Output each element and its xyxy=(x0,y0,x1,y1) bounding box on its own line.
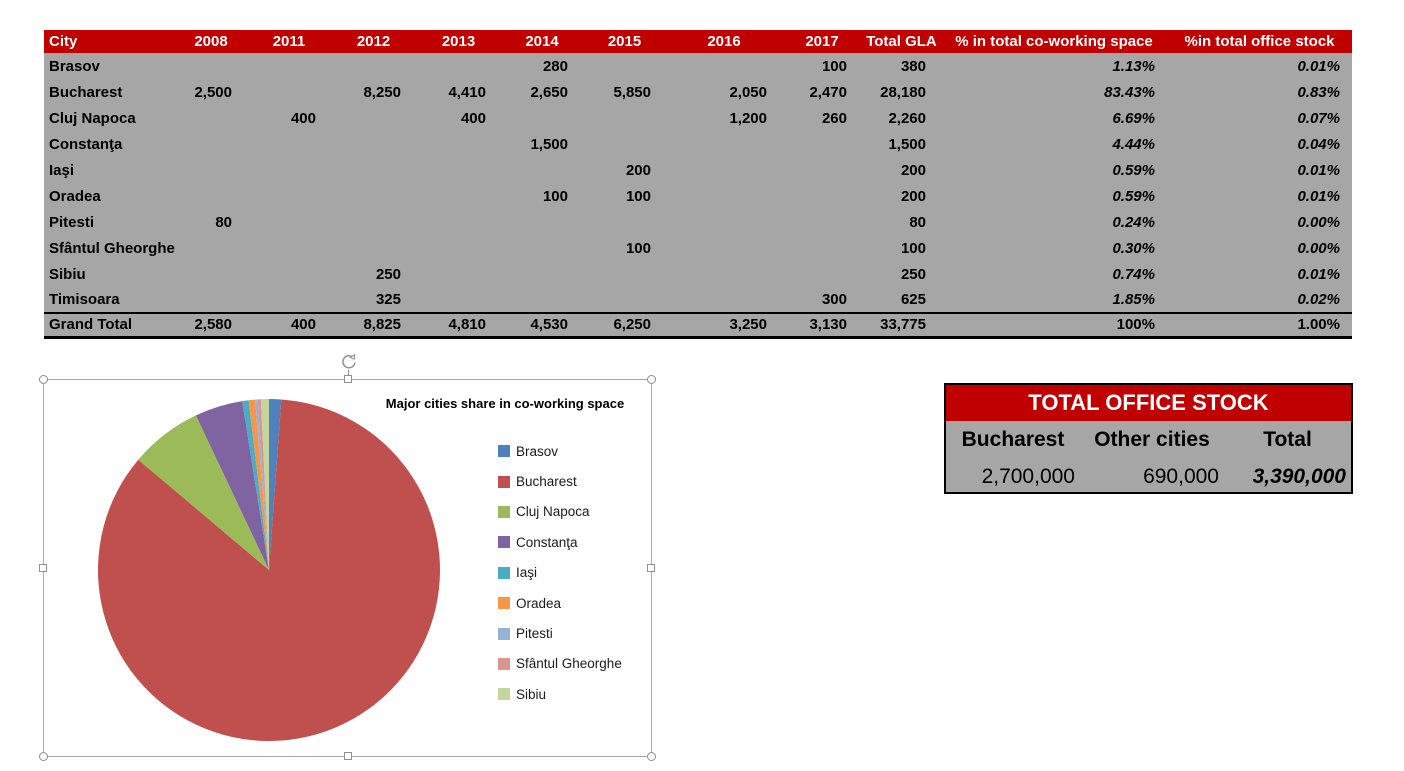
cell-bucharest-2012[interactable]: 8,250 xyxy=(331,79,416,105)
cell-cluj-napoca-in-total-co-working-space[interactable]: 6.69% xyxy=(941,105,1167,131)
cell-timisoara-2011[interactable] xyxy=(247,287,331,313)
office-stock-col-total[interactable]: Total xyxy=(1263,427,1312,451)
selection-handle-middle-right[interactable] xyxy=(647,564,655,572)
cell-grand-total-2011[interactable]: 400 xyxy=(247,313,331,337)
cell-grand-total-2013[interactable]: 4,810 xyxy=(416,313,501,337)
cell-timisoara-2013[interactable] xyxy=(416,287,501,313)
column-header-2015[interactable]: 2015 xyxy=(583,30,666,53)
legend-color-swatch-icon xyxy=(498,476,510,488)
cell-ia-i-2015[interactable]: 200 xyxy=(583,157,666,183)
cell-ia-i-2014[interactable] xyxy=(501,157,583,183)
cell-pitesti-in-total-office-stock[interactable]: 0.00% xyxy=(1167,209,1352,235)
cell-oradea-in-total-co-working-space[interactable]: 0.59% xyxy=(941,183,1167,209)
legend-item-brasov[interactable] xyxy=(498,436,622,466)
legend-label: Pitesti xyxy=(516,626,553,642)
table-row-pitesti xyxy=(44,209,1352,235)
cell-cluj-napoca-2017[interactable]: 260 xyxy=(782,105,862,131)
selection-handle-bottom-middle[interactable] xyxy=(344,752,352,760)
cell-sf-ntul-gheorghe-city[interactable]: Sfântul Gheorghe xyxy=(44,235,175,261)
cell-pitesti-2008[interactable]: 80 xyxy=(175,209,247,235)
column-header-2012[interactable]: 2012 xyxy=(331,30,416,53)
cell-sf-ntul-gheorghe-2012[interactable] xyxy=(331,235,416,261)
cell-cluj-napoca-2008[interactable] xyxy=(175,105,247,131)
table-row-ia-i xyxy=(44,157,1352,183)
cell-constan-a-2017[interactable] xyxy=(782,131,862,157)
selection-handle-middle-left[interactable] xyxy=(39,564,47,572)
cell-sf-ntul-gheorghe-2016[interactable] xyxy=(666,235,782,261)
cell-brasov-2016[interactable] xyxy=(666,53,782,79)
column-header-2013[interactable]: 2013 xyxy=(416,30,501,53)
selection-handle-top-middle[interactable] xyxy=(344,375,352,383)
table-row-oradea xyxy=(44,183,1352,209)
cell-timisoara-2017[interactable]: 300 xyxy=(782,287,862,313)
cell-constan-a-city[interactable]: Constanţa xyxy=(44,131,175,157)
column-header-total-gla[interactable]: Total GLA xyxy=(862,30,941,53)
cell-timisoara-2012[interactable]: 325 xyxy=(331,287,416,313)
cell-constan-a-2016[interactable] xyxy=(666,131,782,157)
cell-pitesti-total-gla[interactable]: 80 xyxy=(862,209,941,235)
selection-handle-top-left[interactable] xyxy=(39,375,48,384)
cell-oradea-2014[interactable]: 100 xyxy=(501,183,583,209)
table-row-sibiu xyxy=(44,261,1352,287)
legend-color-swatch-icon xyxy=(498,688,510,700)
cell-constan-a-2015[interactable] xyxy=(583,131,666,157)
legend-label: Oradea xyxy=(516,595,562,611)
cell-bucharest-2017[interactable]: 2,470 xyxy=(782,79,862,105)
legend-label: Iaşi xyxy=(516,565,538,581)
cell-constan-a-total-gla[interactable]: 1,500 xyxy=(862,131,941,157)
cell-sibiu-2008[interactable] xyxy=(175,261,247,287)
cell-brasov-2008[interactable] xyxy=(175,53,247,79)
cell-brasov-2013[interactable] xyxy=(416,53,501,79)
cell-pitesti-2013[interactable] xyxy=(416,209,501,235)
cell-ia-i-2017[interactable] xyxy=(782,157,862,183)
office-stock-value-other-cities[interactable]: 690,000 xyxy=(1143,464,1219,488)
legend-label: Bucharest xyxy=(516,474,577,490)
cell-constan-a-2011[interactable] xyxy=(247,131,331,157)
cell-grand-total-in-total-office-stock[interactable]: 1.00% xyxy=(1167,313,1352,337)
cell-brasov-2012[interactable] xyxy=(331,53,416,79)
cell-timisoara-2015[interactable] xyxy=(583,287,666,313)
cell-sf-ntul-gheorghe-2013[interactable] xyxy=(416,235,501,261)
cell-sf-ntul-gheorghe-2014[interactable] xyxy=(501,235,583,261)
column-header-in-total-co-working-space[interactable]: % in total co-working space xyxy=(941,30,1167,53)
cell-constan-a-2008[interactable] xyxy=(175,131,247,157)
table-row-cluj-napoca xyxy=(44,105,1352,131)
cell-oradea-2016[interactable] xyxy=(666,183,782,209)
legend-color-swatch-icon xyxy=(498,567,510,579)
cell-sibiu-2011[interactable] xyxy=(247,261,331,287)
column-header-city[interactable]: City xyxy=(44,30,175,53)
cell-timisoara-in-total-office-stock[interactable]: 0.02% xyxy=(1167,287,1352,313)
legend-color-swatch-icon xyxy=(498,506,510,518)
cell-ia-i-2012[interactable] xyxy=(331,157,416,183)
cell-cluj-napoca-2013[interactable]: 400 xyxy=(416,105,501,131)
cell-ia-i-in-total-co-working-space[interactable]: 0.59% xyxy=(941,157,1167,183)
cell-bucharest-2015[interactable]: 5,850 xyxy=(583,79,666,105)
table-row-bucharest xyxy=(44,79,1352,105)
cell-sibiu-2012[interactable]: 250 xyxy=(331,261,416,287)
rotate-handle-icon[interactable] xyxy=(340,353,358,371)
cell-brasov-in-total-co-working-space[interactable]: 1.13% xyxy=(941,53,1167,79)
legend-item-pitesti[interactable] xyxy=(498,618,622,648)
cell-grand-total-2017[interactable]: 3,130 xyxy=(782,313,862,337)
cell-oradea-2011[interactable] xyxy=(247,183,331,209)
table-row-constan-a xyxy=(44,131,1352,157)
cell-brasov-2017[interactable]: 100 xyxy=(782,53,862,79)
cell-pitesti-2014[interactable] xyxy=(501,209,583,235)
cell-ia-i-2013[interactable] xyxy=(416,157,501,183)
office-stock-header-row xyxy=(946,421,1351,458)
cell-sibiu-city[interactable]: Sibiu xyxy=(44,261,175,287)
cell-grand-total-total-gla[interactable]: 33,775 xyxy=(862,313,941,337)
selection-handle-bottom-right[interactable] xyxy=(647,752,656,761)
legend-label: Cluj Napoca xyxy=(516,504,590,520)
cell-grand-total-2015[interactable]: 6,250 xyxy=(583,313,666,337)
cell-brasov-city[interactable]: Brasov xyxy=(44,53,175,79)
cell-bucharest-total-gla[interactable]: 28,180 xyxy=(862,79,941,105)
office-stock-title[interactable]: TOTAL OFFICE STOCK xyxy=(946,385,1351,421)
legend-label: Brasov xyxy=(516,443,559,459)
legend-item-constan-a[interactable] xyxy=(498,527,622,557)
cell-pitesti-in-total-co-working-space[interactable]: 0.24% xyxy=(941,209,1167,235)
cell-pitesti-2011[interactable] xyxy=(247,209,331,235)
column-header-2011[interactable]: 2011 xyxy=(247,30,331,53)
cell-pitesti-2012[interactable] xyxy=(331,209,416,235)
cell-sf-ntul-gheorghe-2015[interactable]: 100 xyxy=(583,235,666,261)
cell-sf-ntul-gheorghe-2017[interactable] xyxy=(782,235,862,261)
office-stock-col-bucharest[interactable]: Bucharest xyxy=(961,427,1065,451)
cell-oradea-city[interactable]: Oradea xyxy=(44,183,175,209)
cell-grand-total-2016[interactable]: 3,250 xyxy=(666,313,782,337)
cell-ia-i-total-gla[interactable]: 200 xyxy=(862,157,941,183)
office-stock-value-total[interactable]: 3,390,000 xyxy=(1252,464,1346,488)
cell-cluj-napoca-total-gla[interactable]: 2,260 xyxy=(862,105,941,131)
cell-grand-total-2012[interactable]: 8,825 xyxy=(331,313,416,337)
legend-color-swatch-icon xyxy=(498,597,510,609)
pie-chart-object[interactable] xyxy=(43,379,652,757)
cell-timisoara-in-total-co-working-space[interactable]: 1.85% xyxy=(941,287,1167,313)
cell-cluj-napoca-2014[interactable] xyxy=(501,105,583,131)
cell-timisoara-2008[interactable] xyxy=(175,287,247,313)
cell-brasov-2015[interactable] xyxy=(583,53,666,79)
office-stock-col-other-cities[interactable]: Other cities xyxy=(1094,427,1210,451)
cell-grand-total-in-total-co-working-space[interactable]: 100% xyxy=(941,313,1167,337)
cell-ia-i-2008[interactable] xyxy=(175,157,247,183)
cell-timisoara-city[interactable]: Timisoara xyxy=(44,287,175,313)
legend-label: Constanţa xyxy=(516,534,578,550)
cell-pitesti-2015[interactable] xyxy=(583,209,666,235)
cell-ia-i-in-total-office-stock[interactable]: 0.01% xyxy=(1167,157,1352,183)
cell-cluj-napoca-in-total-office-stock[interactable]: 0.07% xyxy=(1167,105,1352,131)
cell-oradea-total-gla[interactable]: 200 xyxy=(862,183,941,209)
chart-legend[interactable] xyxy=(498,436,622,710)
cell-bucharest-2011[interactable] xyxy=(247,79,331,105)
cell-bucharest-2016[interactable]: 2,050 xyxy=(666,79,782,105)
legend-color-swatch-icon xyxy=(498,628,510,640)
column-header-2016[interactable]: 2016 xyxy=(666,30,782,53)
cell-sf-ntul-gheorghe-total-gla[interactable]: 100 xyxy=(862,235,941,261)
legend-label: Sfântul Gheorghe xyxy=(516,656,622,672)
legend-label: Sibiu xyxy=(516,686,547,702)
cell-ia-i-2011[interactable] xyxy=(247,157,331,183)
grand-total-row xyxy=(44,313,1352,337)
coworking-table xyxy=(44,30,1352,339)
legend-item-sf-ntul-gheorghe[interactable] xyxy=(498,649,622,679)
legend-item-sibiu[interactable] xyxy=(498,679,622,709)
legend-item-ia-i[interactable] xyxy=(498,558,622,588)
cell-timisoara-2014[interactable] xyxy=(501,287,583,313)
office-stock-value-row xyxy=(946,458,1351,495)
cell-sibiu-in-total-office-stock[interactable]: 0.01% xyxy=(1167,261,1352,287)
cell-bucharest-2008[interactable]: 2,500 xyxy=(175,79,247,105)
selection-handle-top-right[interactable] xyxy=(647,375,656,384)
cell-sibiu-2016[interactable] xyxy=(666,261,782,287)
cell-pitesti-city[interactable]: Pitesti xyxy=(44,209,175,235)
office-stock-value-bucharest[interactable]: 2,700,000 xyxy=(981,464,1075,488)
chart-title[interactable]: Major cities share in co-working space xyxy=(385,396,625,411)
pie-plot[interactable] xyxy=(98,399,440,741)
legend-color-swatch-icon xyxy=(498,445,510,457)
cell-brasov-total-gla[interactable]: 380 xyxy=(862,53,941,79)
cell-bucharest-in-total-co-working-space[interactable]: 83.43% xyxy=(941,79,1167,105)
cell-sf-ntul-gheorghe-2011[interactable] xyxy=(247,235,331,261)
cell-cluj-napoca-2012[interactable] xyxy=(331,105,416,131)
cell-oradea-in-total-office-stock[interactable]: 0.01% xyxy=(1167,183,1352,209)
cell-cluj-napoca-2011[interactable]: 400 xyxy=(247,105,331,131)
column-header-2008[interactable]: 2008 xyxy=(175,30,247,53)
coworking-table-header xyxy=(44,30,1352,53)
cell-oradea-2017[interactable] xyxy=(782,183,862,209)
table-row-brasov xyxy=(44,53,1352,79)
cell-sibiu-2015[interactable] xyxy=(583,261,666,287)
cell-sibiu-in-total-co-working-space[interactable]: 0.74% xyxy=(941,261,1167,287)
cell-cluj-napoca-2015[interactable] xyxy=(583,105,666,131)
legend-item-oradea[interactable] xyxy=(498,588,622,618)
cell-constan-a-2012[interactable] xyxy=(331,131,416,157)
cell-sf-ntul-gheorghe-in-total-co-working-space[interactable]: 0.30% xyxy=(941,235,1167,261)
cell-timisoara-total-gla[interactable]: 625 xyxy=(862,287,941,313)
column-header-2017[interactable]: 2017 xyxy=(782,30,862,53)
cell-grand-total-2008[interactable]: 2,580 xyxy=(175,313,247,337)
header-row xyxy=(44,30,1352,53)
cell-constan-a-in-total-office-stock[interactable]: 0.04% xyxy=(1167,131,1352,157)
legend-item-cluj-napoca[interactable] xyxy=(498,497,622,527)
legend-item-bucharest[interactable] xyxy=(498,466,622,496)
cell-sibiu-2014[interactable] xyxy=(501,261,583,287)
cell-oradea-2013[interactable] xyxy=(416,183,501,209)
cell-bucharest-in-total-office-stock[interactable]: 0.83% xyxy=(1167,79,1352,105)
cell-grand-total-city[interactable]: Grand Total xyxy=(44,313,175,337)
cell-constan-a-2014[interactable]: 1,500 xyxy=(501,131,583,157)
cell-sibiu-2017[interactable] xyxy=(782,261,862,287)
cell-timisoara-2016[interactable] xyxy=(666,287,782,313)
cell-sf-ntul-gheorghe-in-total-office-stock[interactable]: 0.00% xyxy=(1167,235,1352,261)
cell-sibiu-total-gla[interactable]: 250 xyxy=(862,261,941,287)
cell-cluj-napoca-2016[interactable]: 1,200 xyxy=(666,105,782,131)
cell-brasov-2014[interactable]: 280 xyxy=(501,53,583,79)
cell-pitesti-2017[interactable] xyxy=(782,209,862,235)
cell-bucharest-2013[interactable]: 4,410 xyxy=(416,79,501,105)
office-stock-table xyxy=(944,383,1353,494)
cell-brasov-in-total-office-stock[interactable]: 0.01% xyxy=(1167,53,1352,79)
cell-constan-a-2013[interactable] xyxy=(416,131,501,157)
legend-color-swatch-icon xyxy=(498,536,510,548)
cell-brasov-2011[interactable] xyxy=(247,53,331,79)
table-row-timisoara xyxy=(44,287,1352,313)
coworking-table-body xyxy=(44,53,1352,337)
cell-pitesti-2016[interactable] xyxy=(666,209,782,235)
cell-bucharest-city[interactable]: Bucharest xyxy=(44,79,175,105)
cell-cluj-napoca-city[interactable]: Cluj Napoca xyxy=(44,105,175,131)
column-header-2014[interactable]: 2014 xyxy=(501,30,583,53)
legend-color-swatch-icon xyxy=(498,658,510,670)
cell-sf-ntul-gheorghe-2008[interactable] xyxy=(175,235,247,261)
cell-oradea-2008[interactable] xyxy=(175,183,247,209)
cell-ia-i-2016[interactable] xyxy=(666,157,782,183)
cell-constan-a-in-total-co-working-space[interactable]: 4.44% xyxy=(941,131,1167,157)
cell-grand-total-2014[interactable]: 4,530 xyxy=(501,313,583,337)
cell-oradea-2012[interactable] xyxy=(331,183,416,209)
cell-sibiu-2013[interactable] xyxy=(416,261,501,287)
column-header-in-total-office-stock[interactable]: %in total office stock xyxy=(1167,30,1352,53)
cell-oradea-2015[interactable]: 100 xyxy=(583,183,666,209)
selection-handle-bottom-left[interactable] xyxy=(39,752,48,761)
table-row-sf-ntul-gheorghe xyxy=(44,235,1352,261)
cell-bucharest-2014[interactable]: 2,650 xyxy=(501,79,583,105)
cell-ia-i-city[interactable]: Iaşi xyxy=(44,157,175,183)
